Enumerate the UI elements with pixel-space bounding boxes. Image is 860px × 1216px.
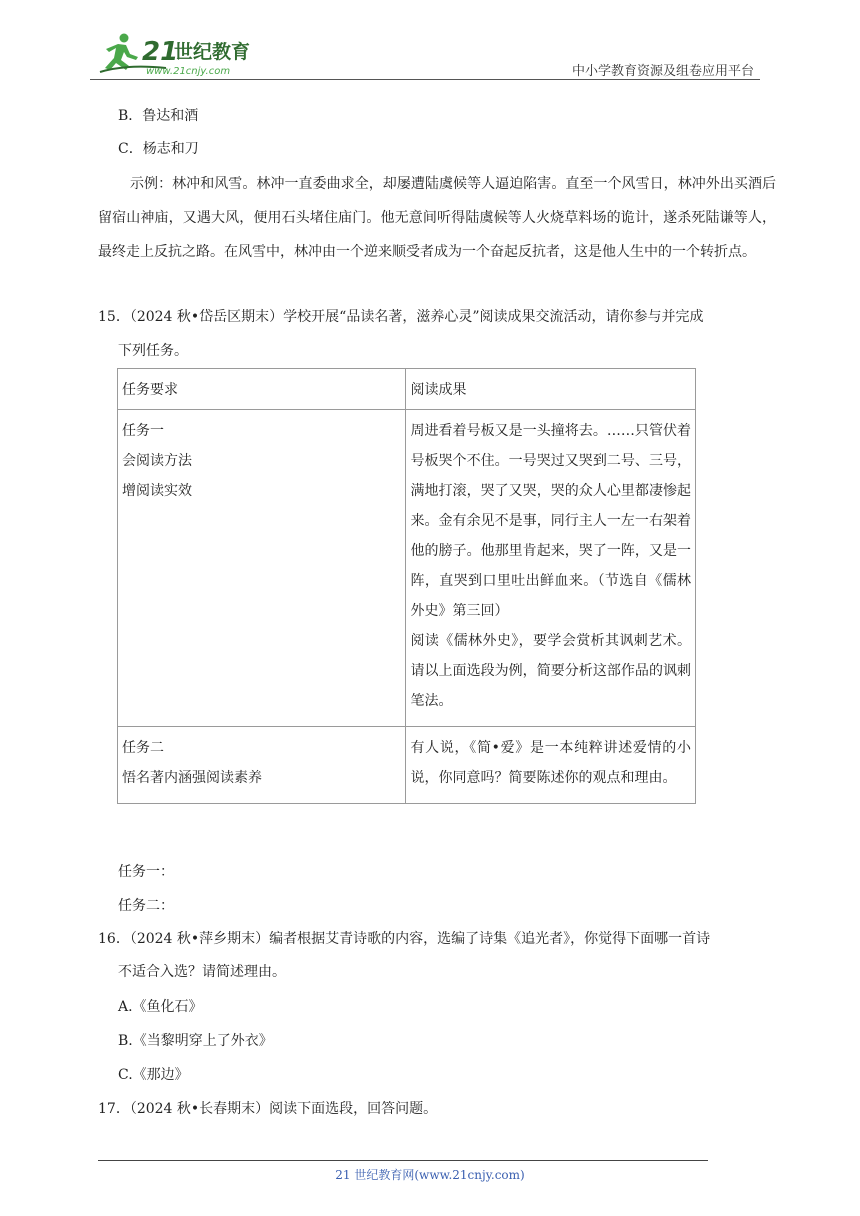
footer-text: 21 世纪教育网(www.21cnjy.com) — [335, 1168, 525, 1182]
q17-text: （2024 秋•长春期末）阅读下面选段，回答问题。 — [129, 1101, 438, 1117]
task-label: 会阅读方法 — [122, 453, 192, 469]
q16-stem-cont: 不适合入选？请简述理由。 — [118, 964, 286, 980]
task-label: 任务二 — [122, 740, 164, 756]
q16-number: 16． — [98, 931, 130, 947]
option-b: B．鲁达和酒 — [118, 108, 199, 124]
table-row — [118, 410, 696, 727]
q16-option-b: B.《当黎明穿上了外衣》 — [118, 1033, 273, 1049]
table-cell-task2-right: 有人说，《简•爱》是一本纯粹讲述爱情的小说，你同意吗？简要陈述你的观点和理由。 — [406, 727, 696, 804]
q15-stem-cont: 下列任务。 — [118, 343, 188, 359]
q16-text: （2024 秋•萍乡期末）编者根据艾青诗歌的内容，选编了诗集《追光者》，你觉得下面哪一首诗 — [129, 931, 711, 947]
header-divider — [90, 79, 760, 80]
answer-task2: 任务二： — [118, 898, 174, 914]
q17-number: 17． — [98, 1101, 130, 1117]
table-header-cell: 阅读成果 — [406, 369, 696, 410]
q17-stem — [98, 1099, 437, 1119]
footer-divider — [98, 1160, 708, 1161]
svg-text:www.21cnjy.com: www.21cnjy.com — [146, 66, 231, 77]
page-header — [96, 30, 756, 80]
q16-stem — [98, 929, 710, 949]
answer-task1: 任务一： — [118, 864, 174, 880]
q16-option-c: C.《那边》 — [118, 1067, 189, 1083]
site-logo — [96, 30, 266, 78]
example-paragraph: 示例：林冲和风雪。林冲一直委曲求全，却屡遭陆虞候等人逼迫陷害。直至一个风雪日，林冲外出买酒后留宿山神庙，又遇大风，便用石头堵住庙门。他无意间听得陆虞候等人火烧草料场的诡计，遂杀死陆谦等人，最终走上反抗之路。在风雪中，林冲由一个逆来顺受者成为一个奋起反抗者，这是他人生中的一个转折点。 — [98, 176, 776, 260]
table-cell-task2-left — [118, 727, 406, 804]
table-header-row — [118, 369, 696, 410]
header-tagline: 中小学教育资源及组卷应用平台 — [571, 64, 754, 79]
task-label: 任务一 — [122, 423, 164, 439]
task1-prompt: 阅读《儒林外史》，要学会赏析其讽刺艺术。请以上面选段为例，简要分析这部作品的讽刺笔法。 — [410, 633, 691, 709]
option-c: C．杨志和刀 — [118, 141, 199, 157]
table-cell-task1-left — [118, 410, 406, 727]
runner-logo-icon — [96, 30, 266, 78]
svg-text:21: 21 — [142, 37, 179, 67]
q15-text: （2024 秋•岱岳区期末）学校开展“品读名著，滋养心灵”阅读成果交流活动，请你参与并完成 — [129, 309, 704, 325]
q15-stem — [98, 307, 703, 327]
q16-option-a: A.《鱼化石》 — [118, 999, 203, 1015]
task-table — [117, 368, 696, 804]
task-label: 悟名著内涵强阅读素养 — [122, 770, 262, 786]
svg-text:世纪教育: 世纪教育 — [174, 41, 251, 63]
table-row — [118, 727, 696, 804]
q15-number: 15． — [98, 309, 130, 325]
table-header-cell: 任务要求 — [118, 369, 406, 410]
task-label: 增阅读实效 — [122, 483, 192, 499]
excerpt-text: 周进看着号板又是一头撞将去。……只管伏着号板哭个不住。一号哭过又哭到二号、三号，满地打滚，哭了又哭，哭的众人心里都凄惨起来。金有余见不是事，同行主人一左一右架着他的膀子。他那里肯起来，哭了一阵，又是一阵，直哭到口里吐出鲜血来。（节选自《儒林外史》第三回） — [410, 423, 691, 619]
table-cell-task1-right — [406, 410, 696, 727]
